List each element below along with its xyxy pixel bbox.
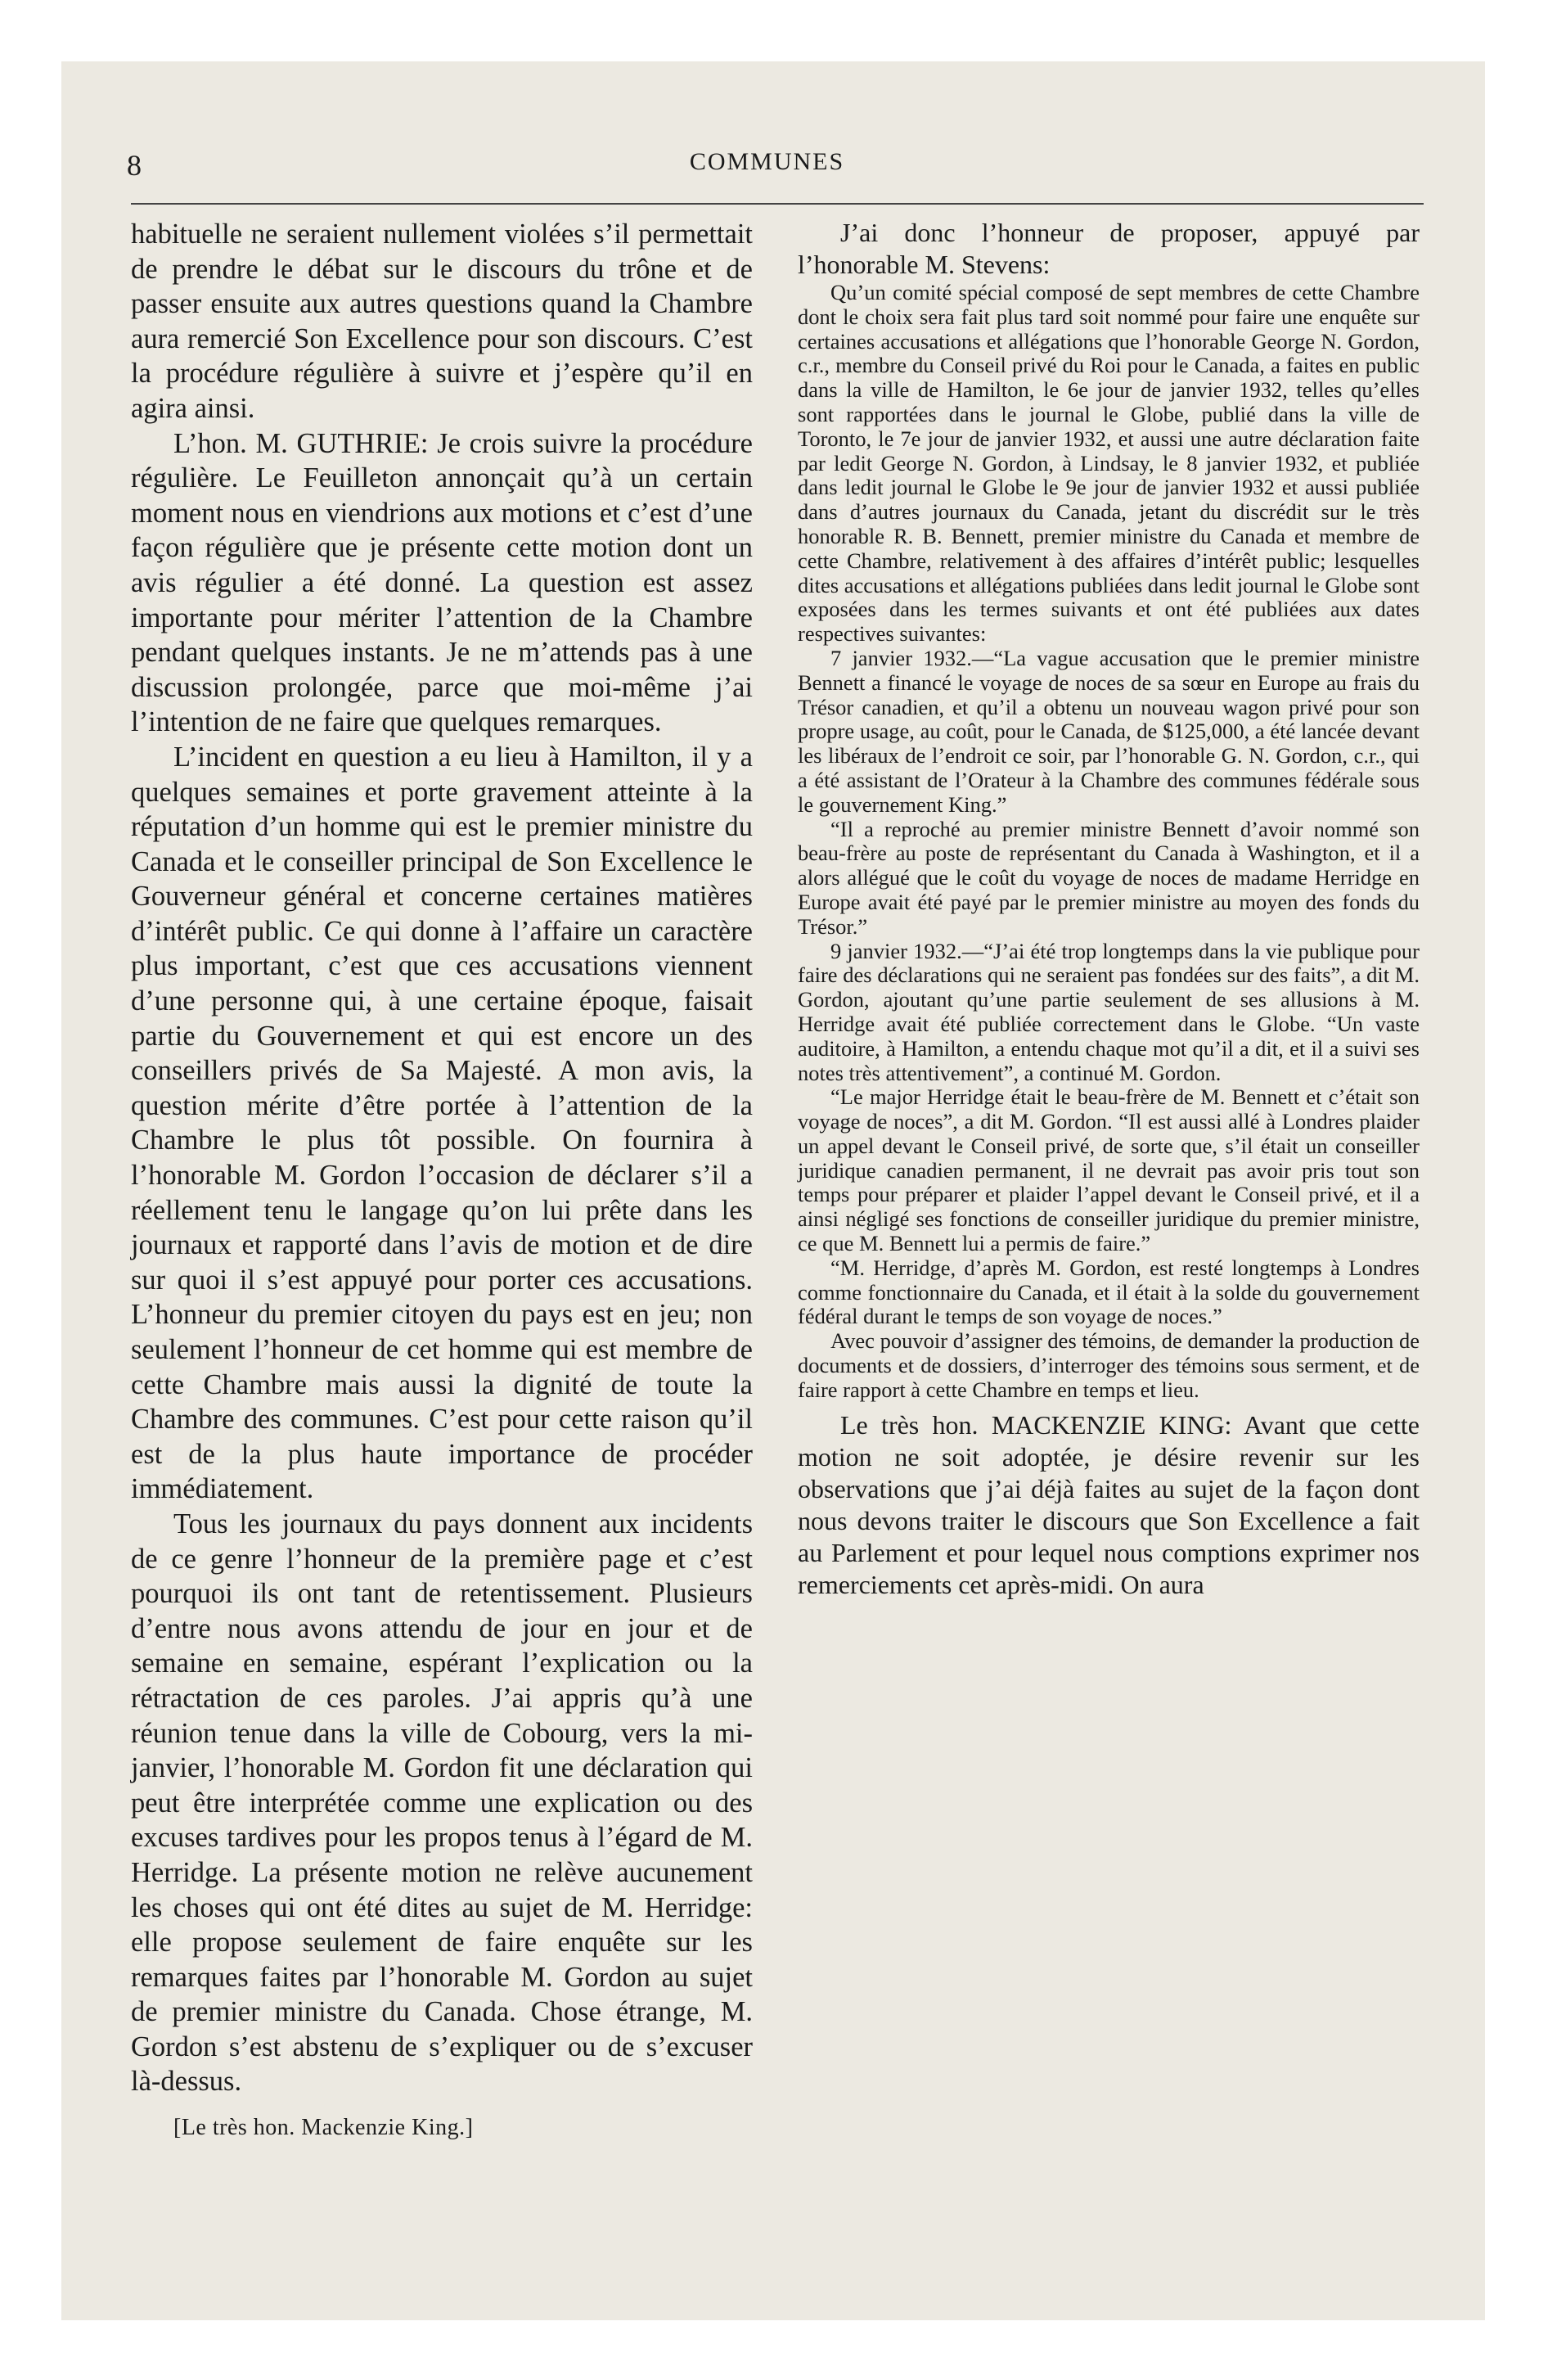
speaker-attribution: [Le très hon. Mackenzie King.] (173, 2115, 474, 2141)
header-rule (131, 203, 1424, 205)
motion-paragraph: Avec pouvoir d’assigner des témoins, de demander la production de documents et de dossiers, d’interroger des témoins sous serment, et de faire rapport à cette Chambre en temps et lieu. (798, 1328, 1420, 1402)
right-column (798, 217, 1420, 1601)
motion-paragraph: 7 janvier 1932.—“La vague accusation que le premier ministre Bennett a financé le voyage de noces de sa sœur en Europe au frais du Trésor canadien, et qu’il a obtenu un nouveau wagon privé pour son propre usage, au coût, pour le Canada, de $125,000, a été lancée devant les libéraux de l’endroit ce soir, par l’honorable G. N. Gordon, c.r., qui a été assistant de l’Orateur à la Chambre des communes fédérale sous le gouvernement King.” (798, 645, 1420, 817)
paragraph: habituelle ne seraient nullement violées s’il permettait de prendre le débat sur le discours du trône et de passer ensuite aux autres questions quand la Chambre aura remercié Son Excellence pour son discours. C’est la procédure régulière à suivre et j’espère qu’il en agira ainsi. (131, 219, 753, 424)
motion-paragraph: “Il a reproché au premier ministre Bennett d’avoir nommé son beau-frère au poste de représentant du Canada à Washington, et il a alors allégué que le coût du voyage de noces de madame Herridge en Europe avait été payé par le premier ministre au moyen des fonds du Trésor.” (798, 816, 1420, 939)
motion-paragraph: 9 janvier 1932.—“J’ai été trop longtemps dans la vie publique pour faire des déclarations qui ne seraient pas fondées sur des faits”, a dit M. Gordon, ajoutant qu’une partie seulement de ses allusions à M. Herridge avait été publiée correctement dans le Globe. “Un vaste auditoire, à Hamilton, a entendu chaque mot qu’il a dit, et il a suivi ses notes très attentivement”, a continué M. Gordon. (798, 938, 1420, 1085)
page-header (110, 143, 1424, 184)
motion-text (798, 281, 1420, 1403)
speaker-paragraph: Le très hon. MACKENZIE KING: Avant que cette motion ne soit adoptée, je désire revenir sur les observations que j’ai déjà faites au sujet de la façon dont nous devons traiter le discours que Son Excellence a fait au Parlement et pour lequel nous comptions exprimer nos remerciements cet après-midi. On aura (798, 1409, 1420, 1599)
page-title: COMMUNES (689, 148, 845, 175)
paragraph: L’hon. M. GUTHRIE: Je crois suivre la procédure régulière. Le Feuilleton annonçait qu’à un certain moment nous en viendrions aux motions et c’est d’une façon régulière que je présente cette motion dont un avis régulier a été donné. La question est assez importante pour mériter l’attention de la Chambre pendant quelques instants. Je ne m’attends pas à une discussion prolongée, parce que moi-même j’ai l’intention de ne faire que quelques remarques. (131, 427, 753, 738)
motion-paragraph: Qu’un comité spécial composé de sept membres de cette Chambre dont le choix sera fait plus tard soit nommé pour faire une enquête sur certaines accusations et allégations que l’honorable George N. Gordon, c.r., membre du Conseil privé du Roi pour le Canada, a faites en public dans la ville de Hamilton, le 6e jour de janvier 1932, telles qu’elles sont rapportées dans le journal le Globe, publié dans la ville de Toronto, le 7e jour de janvier 1932, et aussi une autre déclaration faite par ledit George N. Gordon, à Lindsay, le 8 janvier 1932, et publiée dans ledit journal le Globe le 9e jour de janvier 1932 et aussi publiée dans d’autres journaux du Canada, jetant du discrédit sur le très honorable R. B. Bennett, premier ministre du Canada et membre de cette Chambre, relativement à des affaires d’intérêt public; lesquelles dites accusations et allégations publiées dans ledit journal le Globe sont exposées dans les termes suivants et ont été publiées aux dates respectives suivantes: (798, 280, 1420, 647)
motion-paragraph: “Le major Herridge était le beau-frère de M. Bennett et c’était son voyage de noces”, a dit M. Gordon. “Il est aussi allé à Londres plaider un appel devant le Conseil privé, de sorte que, s’il était un conseiller juridique canadien permanent, il ne devrait pas avoir pris tout son temps pour préparer et plaider l’appel devant le Conseil privé, et il a ainsi négligé ses fonctions de conseiller juridique du premier ministre, ce que M. Bennett lui a permis de faire.” (798, 1084, 1420, 1256)
left-column (131, 217, 753, 2146)
paragraph: Tous les journaux du pays donnent aux incidents de ce genre l’honneur de la première page et c’est pourquoi ils ont tant de retentissement. Plusieurs d’entre nous avons attendu de jour en jour et de semaine en semaine, espérant l’explication ou la rétractation de ces paroles. J’ai appris qu’à une réunion tenue dans la ville de Cobourg, vers la mi-janvier, l’honorable M. Gordon fit une déclaration qui peut être interprétée comme une explication ou des excuses tardives pour les propos tenus à l’égard de M. Herridge. La présente motion ne relève aucunement les choses qui ont été dites au sujet de M. Herridge: elle propose seulement de faire enquête sur les remarques faites par l’honorable M. Gordon au sujet de premier ministre du Canada. Chose étrange, M. Gordon s’est abstenu de s’expliquer ou de s’excuser là-dessus. (131, 1508, 753, 2098)
page-number: 8 (127, 149, 142, 182)
motion-intro: J’ai donc l’honneur de proposer, appuyé par l’honorable M. Stevens: (798, 218, 1420, 279)
motion-paragraph: “M. Herridge, d’après M. Gordon, est resté longtemps à Londres comme fonctionnaire du Canada, et il était à la solde du gouvernement fédéral durant le temps de son voyage de noces.” (798, 1255, 1420, 1329)
paragraph: L’incident en question a eu lieu à Hamilton, il y a quelques semaines et porte gravement atteinte à la réputation d’un homme qui est le premier ministre du Canada et le conseiller principal de Son Excellence le Gouverneur général et concerne certaines matières d’intérêt public. Ce qui donne à l’affaire un caractère plus important, c’est que ces accusations viennent d’une personne qui, à une certaine époque, faisait partie du Gouvernement et qui est encore un des conseillers privés de Sa Majesté. A mon avis, la question mérite d’être portée à l’attention de la Chambre le plus tôt possible. On fournira à l’honorable M. Gordon l’occasion de déclarer s’il a réellement tenu le langage qu’on lui prête dans les journaux et rapporté dans l’avis de motion et de dire sur quoi il s’est appuyé pour porter ces accusations. L’honneur du premier citoyen du pays est en jeu; non seulement l’honneur de cet homme qui est membre de cette Chambre mais aussi la dignité de toute la Chambre des communes. C’est pour cette raison qu’il est de la plus haute importance de procéder immédiatement. (131, 741, 753, 1505)
